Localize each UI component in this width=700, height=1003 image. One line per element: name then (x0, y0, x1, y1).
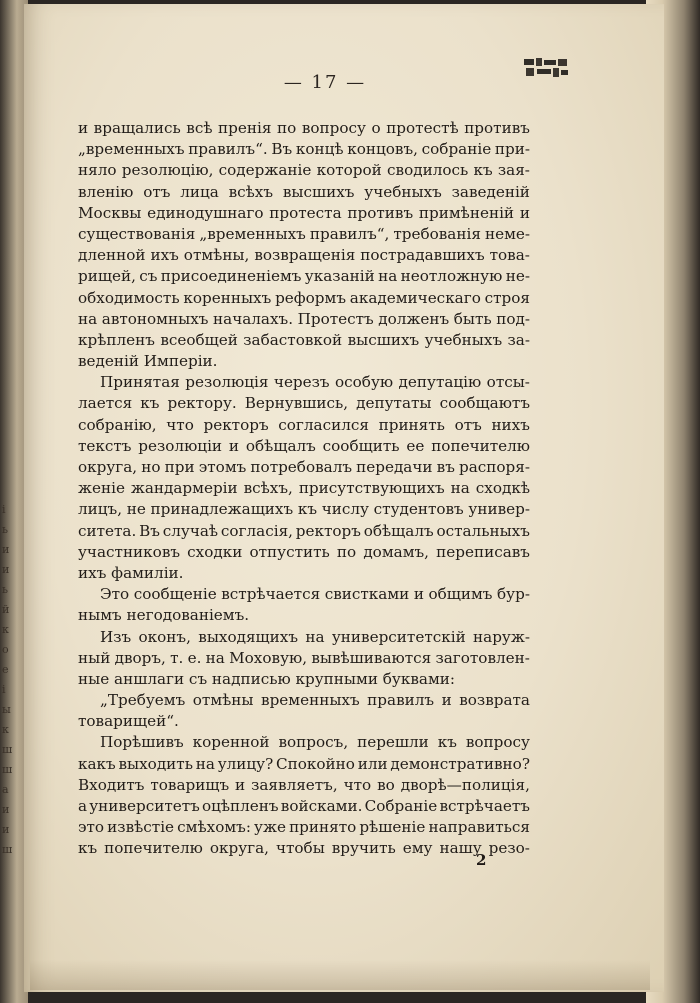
text-line: къ попечителю округа, чтобы вручить ему нашу резо- (78, 839, 530, 858)
facing-page-glyph: й (2, 603, 10, 616)
facing-page-glyph: і (2, 503, 6, 516)
text-line: ный дворъ, т. е. на Моховую, вывѣшиваются заготовлен- (78, 648, 530, 667)
body-text (78, 118, 530, 860)
text-line: товарищей“. (78, 712, 179, 731)
text-line: лицъ, не принадлежащихъ къ числу студентовъ универ- (78, 500, 530, 519)
text-line: ные аншлаги съ надписью крупными буквами: (78, 669, 456, 688)
text-line: ихъ фамиліи. (78, 563, 184, 582)
text-line: женіе жандармеріи всѣхъ, присутствующихъ на сходкѣ (78, 479, 530, 498)
facing-page-glyph: ы (2, 703, 11, 716)
text-line: собранію, что ректоръ согласился принять отъ нихъ (78, 415, 530, 434)
text-line: ситета. Въ случаѣ согласія, ректоръ обѣщалъ остальныхъ (78, 521, 530, 540)
facing-page-glyph: ш (2, 763, 13, 776)
page-number: — 17 — (283, 72, 367, 93)
text-line: участниковъ сходки отпустить по домамъ, переписавъ (78, 542, 530, 561)
facing-page-glyph: и (2, 823, 10, 836)
facing-page-glyph: а (2, 783, 9, 796)
facing-page-glyph: е (2, 663, 9, 676)
text-line: текстъ резолюціи и обѣщалъ сообщить ее попечителю (78, 436, 530, 455)
facing-page-glyph: о (2, 643, 9, 656)
text-line: существованія „временныхъ правилъ“, требованія неме- (78, 224, 530, 243)
text-line: и вращались всѣ пренія по вопросу о протестѣ противъ (78, 119, 530, 137)
text-line: крѣпленъ всеобщей забастовкой высшихъ учебныхъ за- (78, 330, 530, 349)
page-bottom-edge (30, 960, 650, 990)
text-line: Принятая резолюція черезъ особую депутацію отсы- (100, 373, 530, 392)
text-line: Москвы единодушнаго протеста противъ примѣненій и (78, 203, 530, 222)
text-line: это извѣстіе смѣхомъ: уже принято рѣшеніе направиться (78, 818, 530, 837)
text-line: нымъ негодованіемъ. (78, 606, 250, 625)
text-line: Изъ оконъ, выходящихъ на университетскій наруж- (100, 627, 530, 646)
text-line: какъ выходить на улицу? Спокойно или демонстративно? (78, 754, 530, 773)
facing-page-glyph: и (2, 803, 10, 816)
text-line: лается къ ректору. Вернувшись, депутаты сообщаютъ (78, 394, 530, 413)
text-line: „Требуемъ отмѣны временныхъ правилъ и возврата (100, 691, 530, 710)
facing-page-text-fragments (2, 500, 22, 860)
facing-page-glyph: и (2, 563, 10, 576)
facing-page-glyph: ь (2, 583, 8, 596)
text-line: дленной ихъ отмѣны, возвращенія пострадавшихъ това- (78, 246, 530, 265)
text-line: а университетъ оцѣпленъ войсками. Собраніе встрѣчаетъ (78, 797, 530, 815)
text-line: „временныхъ правилъ“. Въ концѣ концовъ, собраніе при- (78, 140, 530, 159)
text-line: Это сообщеніе встрѣчается свистками и общимъ бур- (100, 585, 530, 604)
text-line: вленію отъ лица всѣхъ высшихъ учебныхъ заведеній (78, 182, 530, 201)
facing-page-glyph: и (2, 543, 10, 556)
text-line: округа, но при этомъ потребовалъ передачи въ распоря- (78, 458, 530, 476)
text-line: веденій Имперіи. (78, 352, 218, 371)
signature-mark: 2 (476, 851, 487, 869)
text-line: Входитъ товарищъ и заявляетъ, что во дворѣ—полиція, (78, 775, 530, 794)
text-line: няло резолюцію, содержаніе которой сводилось къ зая- (78, 161, 530, 180)
facing-page-glyph: к (2, 623, 9, 636)
facing-page-glyph: і (2, 683, 6, 696)
text-line: Порѣшивъ коренной вопросъ, перешли къ вопросу (100, 733, 530, 752)
facing-page-glyph: к (2, 723, 9, 736)
facing-page-glyph: ш (2, 843, 13, 856)
facing-page-glyph: ш (2, 743, 13, 756)
text-line: на автономныхъ началахъ. Протестъ долженъ быть под- (78, 309, 530, 328)
text-line: обходимость коренныхъ реформъ академическаго строя (78, 288, 530, 307)
facing-page-glyph: ь (2, 523, 8, 536)
text-line: рищей, съ присоединеніемъ указаній на неотложную не- (78, 267, 530, 286)
